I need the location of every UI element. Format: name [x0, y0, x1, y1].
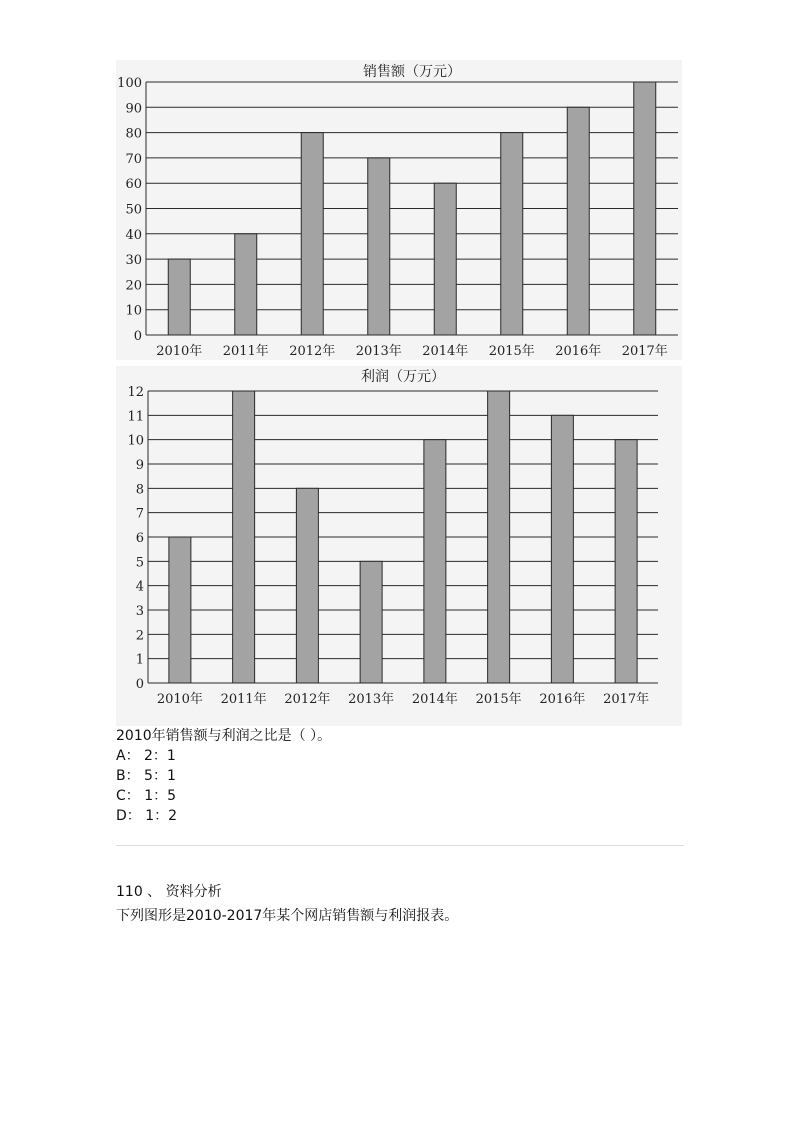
chart1-xtick-label: 2010年 — [156, 344, 203, 359]
chart1-bar — [368, 158, 390, 335]
chart1-ytick-label: 30 — [125, 253, 142, 269]
chart1-ytick-label: 10 — [125, 303, 142, 319]
chart2-xtick-label: 2012年 — [284, 692, 331, 707]
chart2-xtick-label: 2016年 — [539, 692, 586, 707]
chart1-xtick-label: 2014年 — [422, 344, 469, 359]
chart1-bar — [567, 107, 589, 335]
chart2-bar — [615, 440, 637, 683]
chart1-ytick-label: 80 — [125, 126, 142, 142]
section-heading: 110 、 资料分析 — [116, 884, 222, 900]
chart2-ytick-label: 1 — [135, 652, 144, 668]
chart2-xtick-label: 2014年 — [411, 692, 458, 707]
option-c[interactable]: C： 1：5 — [116, 788, 177, 804]
chart1-bar — [501, 133, 523, 335]
chart2-ytick-label: 11 — [127, 409, 144, 425]
chart2-ytick-label: 4 — [135, 579, 144, 595]
chart1-bar — [434, 183, 456, 335]
option-b[interactable]: B： 5：1 — [116, 768, 176, 784]
chart1-ytick-label: 60 — [125, 177, 142, 193]
question-stem: 2010年销售额与利润之比是（ ）。 — [116, 728, 332, 744]
chart2-bar — [424, 440, 446, 683]
chart1-ytick-label: 20 — [125, 278, 142, 294]
chart2-xtick-label: 2010年 — [156, 692, 203, 707]
chart1-bar — [168, 259, 190, 335]
chart1-bar — [301, 133, 323, 335]
chart1-bar — [235, 234, 257, 335]
section-divider — [116, 845, 684, 846]
chart1-ytick-label: 40 — [125, 227, 142, 243]
chart2-xtick-label: 2017年 — [603, 692, 650, 707]
option-a[interactable]: A： 2：1 — [116, 748, 176, 764]
chart2-ytick-label: 2 — [135, 628, 144, 644]
sales-chart — [116, 60, 682, 360]
chart1-ytick-label: 100 — [117, 76, 142, 91]
chart1-xtick-label: 2015年 — [488, 344, 535, 359]
chart2-bar — [296, 488, 318, 683]
chart2-bar — [551, 415, 573, 683]
chart2-xtick-label: 2011年 — [220, 692, 267, 707]
chart2-xtick-label: 2015年 — [475, 692, 522, 707]
chart2-ytick-label: 5 — [135, 555, 144, 571]
chart2-ytick-label: 7 — [135, 506, 144, 522]
chart1-xtick-label: 2011年 — [222, 344, 269, 359]
chart1-xtick-label: 2017年 — [621, 344, 668, 359]
chart2-ytick-label: 0 — [135, 677, 144, 692]
profit-chart — [116, 366, 682, 726]
chart2-title: 利润（万元） — [361, 369, 445, 385]
chart2-ytick-label: 6 — [135, 531, 144, 546]
chart2-ytick-label: 3 — [135, 604, 144, 619]
chart1-xtick-label: 2013年 — [355, 344, 402, 359]
chart1-ytick-label: 50 — [125, 202, 142, 218]
chart1-xtick-label: 2016年 — [555, 344, 602, 359]
chart2-bar — [169, 537, 191, 683]
chart2-bar — [360, 561, 382, 683]
chart2-ytick-label: 9 — [135, 458, 144, 473]
option-d[interactable]: D： 1：2 — [116, 808, 178, 824]
chart2-ytick-label: 8 — [135, 482, 144, 498]
section-intro: 下列图形是2010-2017年某个网店销售额与利润报表。 — [116, 908, 459, 924]
chart1-ytick-label: 90 — [125, 101, 142, 117]
profit-chart-svg — [116, 366, 682, 726]
chart2-bar — [233, 391, 255, 683]
chart1-title: 销售额（万元） — [363, 64, 461, 80]
chart1-xtick-label: 2012年 — [289, 344, 336, 359]
chart2-ytick-label: 10 — [127, 433, 144, 449]
chart2-bar — [488, 391, 510, 683]
chart2-xtick-label: 2013年 — [348, 692, 395, 707]
chart1-ytick-label: 70 — [125, 151, 142, 167]
chart2-ytick-label: 12 — [127, 385, 144, 400]
sales-chart-svg — [116, 60, 682, 360]
chart1-ytick-label: 0 — [133, 329, 142, 344]
chart1-bar — [634, 82, 656, 335]
